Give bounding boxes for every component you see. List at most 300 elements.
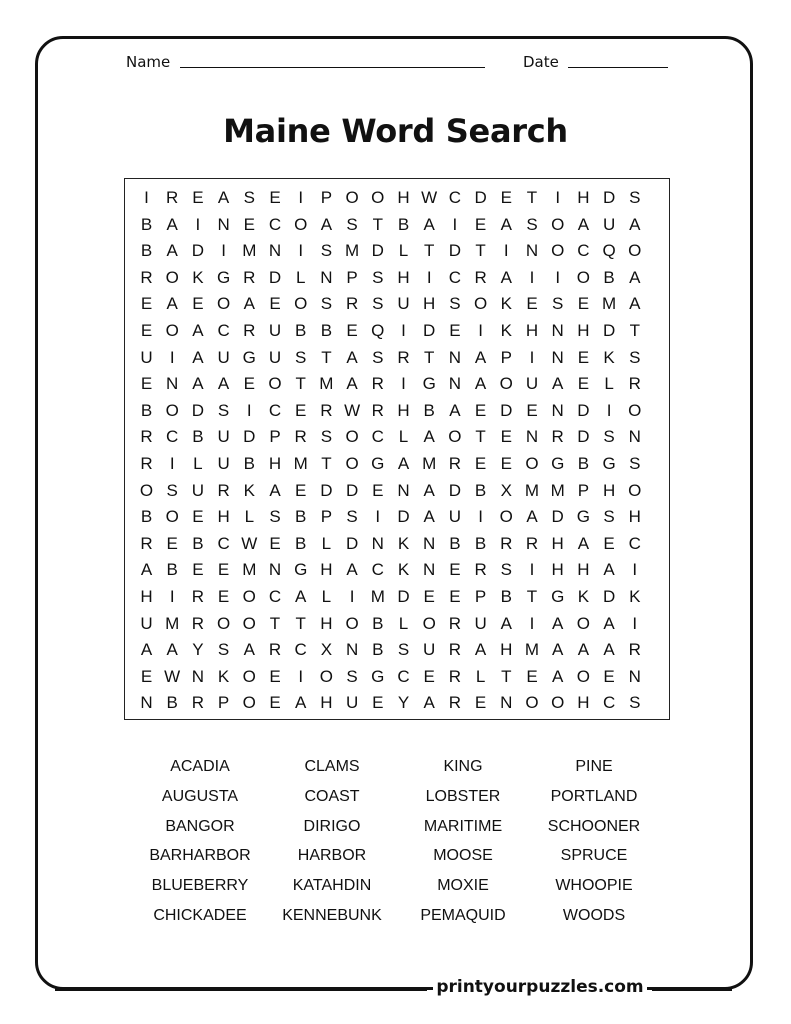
grid-letter[interactable]: U <box>217 454 230 473</box>
grid-letter[interactable]: D <box>577 400 590 420</box>
grid-letter[interactable]: L <box>193 454 203 473</box>
grid-letter[interactable]: C <box>217 321 230 340</box>
grid-letter[interactable]: E <box>269 294 281 314</box>
grid-letter[interactable]: K <box>629 587 641 606</box>
grid-letter[interactable]: I <box>246 400 252 420</box>
grid-letter[interactable]: O <box>628 400 642 420</box>
grid-letter[interactable]: N <box>140 693 153 713</box>
grid-letter[interactable]: O <box>165 321 179 340</box>
grid-letter[interactable]: C <box>371 560 384 580</box>
grid-letter[interactable]: O <box>242 587 256 606</box>
grid-letter[interactable]: N <box>448 347 462 367</box>
grid-letter[interactable]: N <box>551 347 564 367</box>
grid-letter[interactable]: A <box>166 640 178 660</box>
grid-letter[interactable]: A <box>449 400 461 420</box>
grid-letter[interactable]: O <box>628 241 642 261</box>
grid-letter[interactable]: B <box>243 454 255 473</box>
grid-letter[interactable]: I <box>349 587 355 606</box>
grid-letter[interactable]: R <box>448 454 462 473</box>
grid-letter[interactable]: B <box>192 533 204 553</box>
grid-letter[interactable]: A <box>577 214 590 234</box>
grid-letter[interactable]: H <box>628 507 641 527</box>
grid-letter[interactable]: S <box>295 347 307 367</box>
grid-letter[interactable]: L <box>321 587 332 606</box>
grid-letter[interactable]: E <box>192 294 204 314</box>
grid-letter[interactable]: I <box>401 374 406 394</box>
grid-letter[interactable]: E <box>217 587 230 606</box>
grid-letter[interactable]: I <box>221 241 226 261</box>
grid-letter[interactable]: C <box>577 241 590 261</box>
grid-letter[interactable]: B <box>423 400 435 420</box>
grid-letter[interactable]: S <box>500 560 512 580</box>
grid-letter[interactable]: R <box>243 321 256 340</box>
grid-letter[interactable]: W <box>344 400 361 420</box>
grid-letter[interactable]: G <box>422 374 436 394</box>
grid-letter[interactable]: R <box>628 640 641 660</box>
grid-letter[interactable]: E <box>166 533 178 553</box>
grid-letter[interactable]: U <box>140 613 153 633</box>
grid-letter[interactable]: I <box>555 188 561 207</box>
grid-letter[interactable]: A <box>192 321 204 340</box>
grid-letter[interactable]: E <box>372 693 384 713</box>
grid-letter[interactable]: A <box>423 427 435 447</box>
grid-letter[interactable]: H <box>423 294 436 314</box>
grid-letter[interactable]: O <box>576 267 590 287</box>
grid-letter[interactable]: A <box>577 533 590 553</box>
grid-letter[interactable]: R <box>140 454 153 473</box>
grid-letter[interactable]: K <box>500 321 512 340</box>
grid-letter[interactable]: S <box>372 267 384 287</box>
grid-letter[interactable]: D <box>474 188 487 207</box>
grid-letter[interactable]: E <box>269 188 281 207</box>
grid-letter[interactable]: T <box>295 613 306 633</box>
grid-letter[interactable]: O <box>216 613 231 633</box>
grid-letter[interactable]: M <box>345 241 360 261</box>
grid-letter[interactable]: O <box>576 666 590 686</box>
grid-letter[interactable]: W <box>241 533 258 553</box>
grid-letter[interactable]: G <box>551 454 565 473</box>
grid-letter[interactable]: I <box>401 321 406 340</box>
grid-letter[interactable]: M <box>293 454 308 473</box>
grid-letter[interactable]: O <box>268 374 282 394</box>
grid-letter[interactable]: I <box>144 188 149 207</box>
grid-letter[interactable]: Y <box>397 693 410 713</box>
grid-letter[interactable]: D <box>268 267 282 287</box>
grid-letter[interactable]: O <box>242 666 256 686</box>
grid-letter[interactable]: G <box>371 666 385 686</box>
grid-letter[interactable]: A <box>474 374 487 394</box>
grid-letter[interactable]: O <box>473 294 488 314</box>
grid-letter[interactable]: A <box>166 214 178 234</box>
grid-letter[interactable]: L <box>604 374 614 394</box>
grid-letter[interactable]: G <box>242 347 256 367</box>
grid-letter[interactable]: A <box>603 613 615 633</box>
grid-letter[interactable]: R <box>345 294 359 314</box>
grid-letter[interactable]: A <box>629 294 641 314</box>
grid-letter[interactable]: L <box>295 267 306 287</box>
grid-letter[interactable]: B <box>295 533 307 553</box>
grid-letter[interactable]: A <box>192 347 204 367</box>
grid-letter[interactable]: I <box>169 454 175 473</box>
grid-letter[interactable]: K <box>577 587 590 606</box>
grid-letter[interactable]: Y <box>192 640 204 660</box>
grid-letter[interactable]: N <box>551 321 564 340</box>
grid-letter[interactable]: A <box>629 214 641 234</box>
grid-letter[interactable]: E <box>526 400 538 420</box>
grid-letter[interactable]: E <box>140 321 153 340</box>
grid-letter[interactable]: R <box>191 587 205 606</box>
grid-letter[interactable]: T <box>475 427 486 447</box>
grid-letter[interactable]: H <box>500 640 513 660</box>
grid-letter[interactable]: R <box>448 693 462 713</box>
grid-letter[interactable]: S <box>372 294 384 314</box>
grid-letter[interactable]: R <box>448 640 462 660</box>
grid-letter[interactable]: C <box>602 693 616 713</box>
grid-letter[interactable]: A <box>603 640 615 660</box>
grid-letter[interactable]: M <box>602 294 617 314</box>
grid-letter[interactable]: N <box>628 427 641 447</box>
grid-letter[interactable]: N <box>268 241 282 261</box>
grid-letter[interactable]: B <box>372 640 384 660</box>
grid-letter[interactable]: E <box>474 454 487 473</box>
grid-letter[interactable]: O <box>551 693 565 713</box>
grid-letter[interactable]: A <box>320 214 333 234</box>
grid-letter[interactable]: S <box>166 480 178 500</box>
grid-letter[interactable]: N <box>500 693 513 713</box>
grid-letter[interactable]: P <box>346 267 358 287</box>
grid-letter[interactable]: O <box>345 427 359 447</box>
grid-letter[interactable]: E <box>603 666 615 686</box>
grid-letter[interactable]: A <box>474 347 487 367</box>
grid-letter[interactable]: L <box>321 533 332 553</box>
date-line[interactable] <box>568 67 668 68</box>
grid-letter[interactable]: D <box>423 321 436 340</box>
grid-letter[interactable]: H <box>577 560 590 580</box>
grid-letter[interactable]: A <box>346 374 358 394</box>
grid-letter[interactable]: N <box>320 267 333 287</box>
grid-letter[interactable]: I <box>169 347 175 367</box>
grid-letter[interactable]: G <box>294 560 308 580</box>
grid-letter[interactable]: I <box>452 214 458 234</box>
grid-letter[interactable]: A <box>552 666 564 686</box>
grid-letter[interactable]: D <box>602 587 616 606</box>
grid-letter[interactable]: R <box>551 427 564 447</box>
grid-letter[interactable]: H <box>268 454 282 473</box>
grid-letter[interactable]: A <box>552 640 564 660</box>
grid-letter[interactable]: I <box>426 267 432 287</box>
grid-letter[interactable]: C <box>217 533 230 553</box>
grid-letter[interactable]: B <box>166 560 178 580</box>
grid-letter[interactable]: S <box>526 214 538 234</box>
grid-letter[interactable]: U <box>525 374 539 394</box>
grid-letter[interactable]: K <box>243 480 255 500</box>
grid-letter[interactable]: I <box>478 507 483 527</box>
grid-letter[interactable]: O <box>525 454 539 473</box>
grid-letter[interactable]: E <box>140 666 153 686</box>
grid-letter[interactable]: N <box>191 666 205 686</box>
grid-letter[interactable]: E <box>474 400 487 420</box>
grid-letter[interactable]: R <box>474 560 487 580</box>
grid-letter[interactable]: W <box>421 188 438 207</box>
grid-letter[interactable]: Q <box>602 241 616 261</box>
grid-letter[interactable]: K <box>217 666 230 686</box>
grid-letter[interactable]: R <box>628 374 641 394</box>
name-line[interactable] <box>180 67 485 68</box>
grid-letter[interactable]: N <box>397 480 410 500</box>
grid-letter[interactable]: O <box>165 507 179 527</box>
grid-letter[interactable]: H <box>577 321 590 340</box>
grid-letter[interactable]: A <box>500 214 512 234</box>
grid-letter[interactable]: O <box>294 294 308 314</box>
grid-letter[interactable]: H <box>551 560 564 580</box>
grid-letter[interactable]: U <box>217 427 230 447</box>
grid-letter[interactable]: X <box>320 640 333 660</box>
grid-letter[interactable]: S <box>243 188 255 207</box>
grid-letter[interactable]: E <box>474 214 487 234</box>
grid-letter[interactable]: I <box>298 188 304 207</box>
grid-letter[interactable]: R <box>294 427 307 447</box>
grid-letter[interactable]: E <box>474 693 487 713</box>
grid-letter[interactable]: I <box>529 347 535 367</box>
grid-letter[interactable]: A <box>346 347 358 367</box>
grid-letter[interactable]: G <box>216 267 231 287</box>
grid-letter[interactable]: L <box>398 613 409 633</box>
grid-letter[interactable]: O <box>165 400 179 420</box>
grid-letter[interactable]: A <box>243 294 255 314</box>
grid-letter[interactable]: T <box>526 188 538 207</box>
grid-letter[interactable]: C <box>166 427 179 447</box>
grid-letter[interactable]: H <box>525 321 539 340</box>
grid-letter[interactable]: T <box>526 587 538 606</box>
grid-letter[interactable]: H <box>217 507 230 527</box>
grid-letter[interactable]: O <box>448 427 462 447</box>
grid-letter[interactable]: R <box>448 613 462 633</box>
grid-letter[interactable]: I <box>169 587 175 606</box>
grid-letter[interactable]: E <box>449 321 461 340</box>
grid-letter[interactable]: A <box>269 480 281 500</box>
grid-letter[interactable]: S <box>320 427 333 447</box>
grid-letter[interactable]: S <box>603 427 615 447</box>
grid-letter[interactable]: C <box>371 427 384 447</box>
grid-letter[interactable]: N <box>423 533 436 553</box>
grid-letter[interactable]: I <box>529 613 535 633</box>
grid-letter[interactable]: U <box>474 613 487 633</box>
grid-letter[interactable]: E <box>577 374 590 394</box>
grid-letter[interactable]: B <box>140 214 153 234</box>
grid-letter[interactable]: A <box>192 374 204 394</box>
grid-letter[interactable]: O <box>139 480 154 500</box>
grid-letter[interactable]: R <box>371 374 384 394</box>
grid-letter[interactable]: E <box>140 294 153 314</box>
grid-letter[interactable]: C <box>397 666 410 686</box>
grid-letter[interactable]: R <box>397 347 410 367</box>
grid-letter[interactable]: T <box>295 374 306 394</box>
grid-letter[interactable]: B <box>577 454 590 473</box>
grid-letter[interactable]: R <box>268 640 282 660</box>
grid-letter[interactable]: M <box>550 480 565 500</box>
grid-letter[interactable]: U <box>423 640 436 660</box>
grid-letter[interactable]: A <box>295 693 307 713</box>
grid-letter[interactable]: E <box>192 560 204 580</box>
grid-letter[interactable]: A <box>423 480 435 500</box>
grid-letter[interactable]: O <box>345 188 359 207</box>
grid-letter[interactable]: A <box>295 587 307 606</box>
grid-letter[interactable]: S <box>320 294 333 314</box>
grid-letter[interactable]: C <box>448 267 462 287</box>
grid-letter[interactable]: C <box>294 640 307 660</box>
grid-letter[interactable]: D <box>500 400 513 420</box>
grid-letter[interactable]: M <box>370 587 385 606</box>
grid-letter[interactable]: U <box>268 347 282 367</box>
grid-letter[interactable]: E <box>295 480 307 500</box>
grid-letter[interactable]: S <box>217 400 230 420</box>
grid-letter[interactable]: D <box>577 427 590 447</box>
grid-letter[interactable]: R <box>191 693 205 713</box>
grid-letter[interactable]: E <box>423 666 435 686</box>
grid-letter[interactable]: P <box>500 347 512 367</box>
grid-letter[interactable]: M <box>422 454 437 473</box>
grid-letter[interactable]: O <box>576 613 590 633</box>
grid-letter[interactable]: B <box>474 480 487 500</box>
grid-letter[interactable]: I <box>195 214 201 234</box>
grid-letter[interactable]: N <box>423 560 436 580</box>
grid-letter[interactable]: O <box>551 241 565 261</box>
grid-letter[interactable]: W <box>164 666 181 686</box>
grid-letter[interactable]: S <box>269 507 281 527</box>
grid-letter[interactable]: I <box>632 613 638 633</box>
grid-letter[interactable]: D <box>371 241 384 261</box>
grid-letter[interactable]: H <box>577 188 590 207</box>
grid-letter[interactable]: P <box>474 587 487 606</box>
grid-letter[interactable]: U <box>448 507 462 527</box>
grid-letter[interactable]: E <box>449 560 461 580</box>
grid-letter[interactable]: H <box>602 480 616 500</box>
grid-letter[interactable]: S <box>397 640 410 660</box>
grid-letter[interactable]: S <box>346 214 358 234</box>
grid-letter[interactable]: K <box>603 347 615 367</box>
grid-letter[interactable]: A <box>217 374 230 394</box>
grid-letter[interactable]: C <box>268 214 282 234</box>
grid-letter[interactable]: D <box>345 480 359 500</box>
grid-letter[interactable]: O <box>242 613 256 633</box>
grid-letter[interactable]: H <box>320 613 333 633</box>
grid-letter[interactable]: E <box>500 454 512 473</box>
grid-letter[interactable]: B <box>500 587 512 606</box>
grid-letter[interactable]: A <box>500 267 512 287</box>
grid-letter[interactable]: S <box>552 294 564 314</box>
grid-letter[interactable]: L <box>398 427 409 447</box>
grid-letter[interactable]: U <box>140 347 153 367</box>
grid-letter[interactable]: B <box>372 613 384 633</box>
grid-letter[interactable]: E <box>269 666 281 686</box>
grid-letter[interactable]: P <box>320 507 333 527</box>
grid-letter[interactable]: E <box>192 507 204 527</box>
grid-letter[interactable]: D <box>397 507 410 527</box>
grid-letter[interactable]: B <box>192 427 204 447</box>
grid-letter[interactable]: A <box>603 560 615 580</box>
grid-letter[interactable]: L <box>244 507 255 527</box>
grid-letter[interactable]: O <box>345 454 359 473</box>
grid-letter[interactable]: D <box>191 400 205 420</box>
grid-letter[interactable]: U <box>217 347 230 367</box>
grid-letter[interactable]: R <box>140 427 153 447</box>
grid-letter[interactable]: U <box>602 214 616 234</box>
grid-letter[interactable]: P <box>577 480 590 500</box>
grid-letter[interactable]: T <box>475 241 486 261</box>
grid-letter[interactable]: E <box>217 560 230 580</box>
grid-letter[interactable]: E <box>500 188 512 207</box>
grid-letter[interactable]: A <box>474 640 487 660</box>
grid-letter[interactable]: B <box>140 400 153 420</box>
grid-letter[interactable]: E <box>500 427 512 447</box>
grid-letter[interactable]: I <box>503 241 509 261</box>
grid-letter[interactable]: D <box>448 241 462 261</box>
grid-letter[interactable]: T <box>629 321 640 340</box>
grid-letter[interactable]: L <box>398 241 409 261</box>
grid-letter[interactable]: O <box>499 507 513 527</box>
grid-letter[interactable]: A <box>500 613 512 633</box>
grid-letter[interactable]: K <box>397 560 410 580</box>
grid-letter[interactable]: E <box>269 693 281 713</box>
grid-letter[interactable]: R <box>140 533 153 553</box>
grid-letter[interactable]: N <box>525 241 539 261</box>
grid-letter[interactable]: E <box>577 347 590 367</box>
grid-letter[interactable]: P <box>269 427 281 447</box>
grid-letter[interactable]: B <box>320 321 333 340</box>
grid-letter[interactable]: O <box>525 693 539 713</box>
grid-letter[interactable]: A <box>217 188 230 207</box>
grid-letter[interactable]: H <box>140 587 153 606</box>
grid-letter[interactable]: T <box>269 613 281 633</box>
grid-letter[interactable]: S <box>629 693 641 713</box>
grid-letter[interactable]: T <box>501 666 512 686</box>
grid-letter[interactable]: M <box>242 560 257 580</box>
grid-letter[interactable]: O <box>294 214 308 234</box>
grid-letter[interactable]: N <box>448 374 462 394</box>
grid-letter[interactable]: C <box>268 400 282 420</box>
grid-letter[interactable]: A <box>140 640 153 660</box>
grid-letter[interactable]: A <box>423 507 435 527</box>
grid-letter[interactable]: C <box>268 587 282 606</box>
grid-letter[interactable]: O <box>499 374 513 394</box>
grid-letter[interactable]: B <box>295 321 307 340</box>
grid-letter[interactable]: H <box>320 560 333 580</box>
grid-letter[interactable]: R <box>500 533 513 553</box>
grid-letter[interactable]: N <box>217 214 230 234</box>
grid-letter[interactable]: E <box>192 188 204 207</box>
grid-letter[interactable]: B <box>295 507 307 527</box>
grid-letter[interactable]: R <box>191 613 205 633</box>
grid-letter[interactable]: T <box>321 454 332 473</box>
grid-letter[interactable]: H <box>397 267 410 287</box>
grid-letter[interactable]: I <box>529 560 535 580</box>
grid-letter[interactable]: L <box>475 666 486 686</box>
grid-letter[interactable]: K <box>500 294 512 314</box>
grid-letter[interactable]: D <box>448 480 462 500</box>
grid-letter[interactable]: K <box>192 267 204 287</box>
grid-letter[interactable]: A <box>423 693 435 713</box>
grid-letter[interactable]: M <box>524 480 540 500</box>
grid-letter[interactable]: R <box>140 267 153 287</box>
grid-letter[interactable]: H <box>551 533 564 553</box>
grid-letter[interactable]: I <box>298 241 304 261</box>
grid-letter[interactable]: E <box>526 666 538 686</box>
grid-letter[interactable]: S <box>629 347 641 367</box>
grid-letter[interactable]: S <box>449 294 461 314</box>
grid-letter[interactable]: B <box>603 267 615 287</box>
grid-letter[interactable]: M <box>165 613 180 633</box>
grid-letter[interactable]: E <box>603 533 615 553</box>
